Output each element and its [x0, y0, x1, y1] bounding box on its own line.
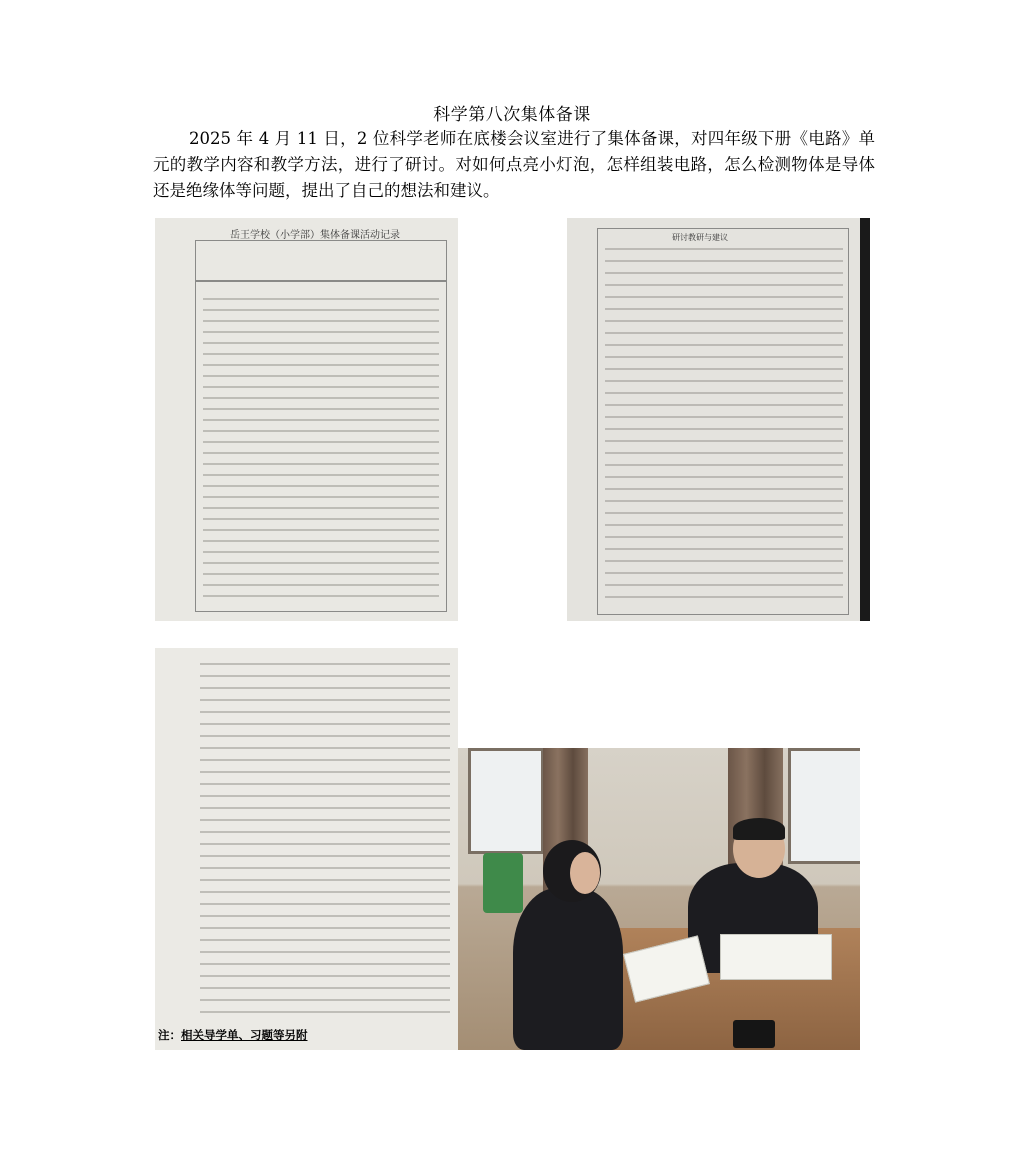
- footer-prefix: 注：: [158, 1028, 181, 1042]
- meeting-photo: [458, 748, 860, 1050]
- plant-pot: [483, 853, 523, 913]
- sheet-heading: 研讨教研与建议: [672, 233, 728, 242]
- sheet-text-lines: [605, 248, 843, 608]
- page-title: 科学第八次集体备课: [433, 105, 591, 125]
- person-left-face: [570, 852, 600, 894]
- person-right-hair: [733, 818, 785, 840]
- record-sheet-photo-3: [155, 648, 458, 1050]
- footer-text: 相关导学单、习题等另附: [181, 1028, 308, 1042]
- sheet-heading: 岳王学校（小学部）集体备课活动记录: [230, 230, 400, 241]
- window: [788, 748, 860, 864]
- sheet-text-lines: [200, 663, 450, 1028]
- record-sheet-photo-2: [567, 218, 870, 621]
- person-left: [513, 888, 623, 1050]
- sheet-text-lines: [203, 298, 439, 598]
- booklet-right: [720, 934, 832, 980]
- intro-paragraph: 2025 年 4 月 11 日，2 位科学老师在底楼会议室进行了集体备课，对四年级下册《电路》单元的教学内容和教学方法，进行了研讨。对如何点亮小灯泡，怎样组装电路，怎么检测物体是导体还是绝缘体等问题，提出了自己的想法和建议。: [153, 129, 875, 200]
- window: [468, 748, 544, 854]
- record-sheet-photo-1: [155, 218, 458, 621]
- footer-note: [158, 1027, 308, 1043]
- phone: [733, 1020, 775, 1048]
